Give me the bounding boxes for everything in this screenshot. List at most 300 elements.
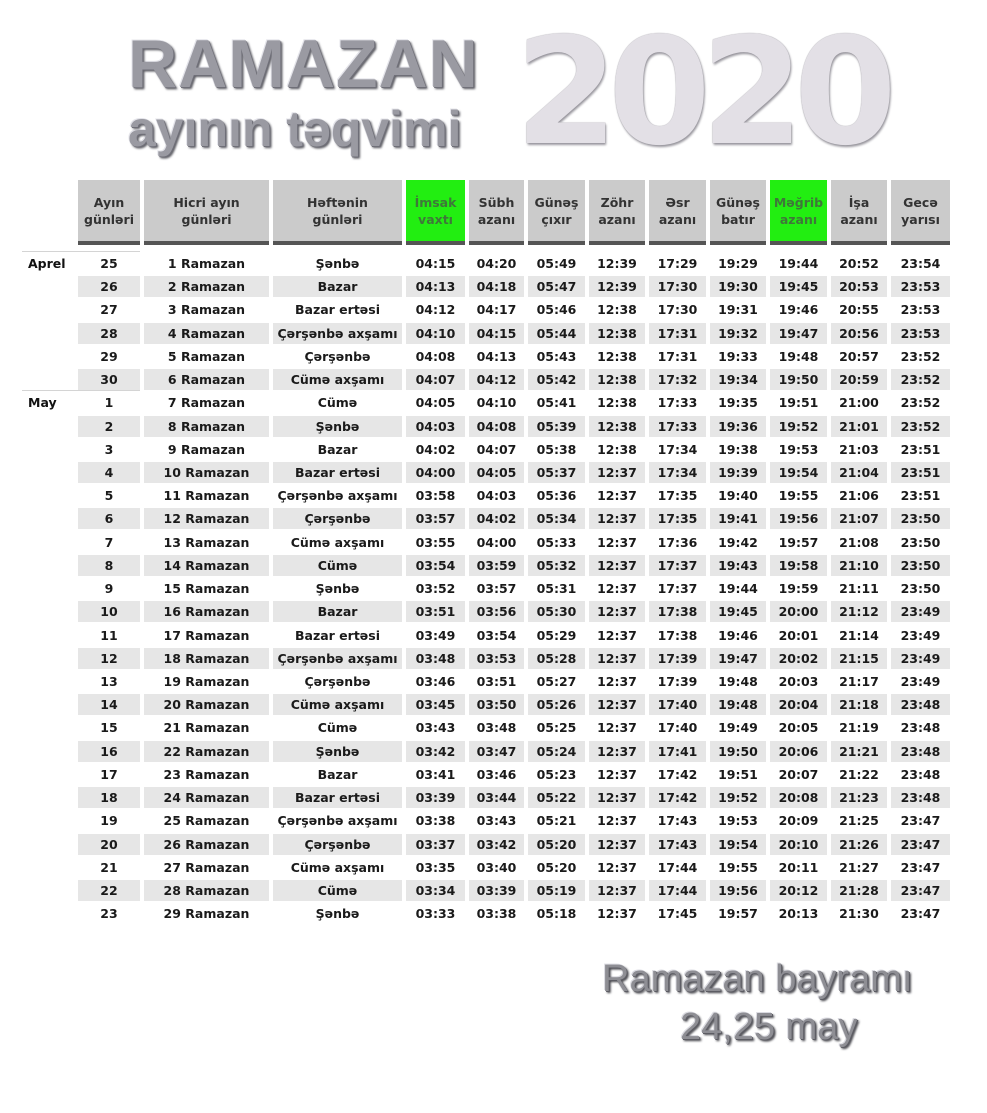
- cell-weekday: Cümə axşamı: [290, 859, 385, 875]
- cell-weekday: Bazar: [273, 276, 402, 297]
- cell-imsak-time: 04:13: [406, 276, 465, 297]
- column-header-label: [307, 194, 368, 228]
- cell-imsak-time: 03:42: [406, 741, 465, 762]
- cell-sunrise: 05:33: [536, 534, 577, 550]
- cell-maghrib-azan: 20:10: [770, 834, 827, 855]
- table-row: [0, 391, 987, 414]
- cell-hijri-day: 6 Ramazan: [144, 369, 269, 390]
- cell-maghrib-azan: 20:09: [778, 813, 819, 829]
- table-row: [0, 415, 987, 438]
- table-row: [0, 740, 987, 763]
- cell-imsak-time: 03:33: [415, 906, 456, 922]
- cell-sunset: 19:55: [718, 859, 758, 875]
- cell-sunrise: 05:41: [536, 395, 577, 411]
- cell-day-of-month: 11: [100, 627, 118, 643]
- cell-day-of-month: 26: [78, 276, 140, 297]
- cell-asr-azan: 17:29: [657, 256, 698, 271]
- cell-weekday: Cümə: [317, 720, 358, 736]
- cell-sunrise: 05:43: [536, 348, 577, 364]
- cell-dhuhr-azan: 12:38: [589, 369, 645, 390]
- cell-fajr-azan: 03:40: [476, 859, 517, 875]
- cell-dhuhr-azan: 12:37: [589, 555, 645, 576]
- holiday-title: Ramazan bayramı: [602, 958, 913, 1000]
- cell-sunrise: 05:19: [528, 880, 585, 901]
- cell-dhuhr-azan: 12:37: [597, 673, 637, 689]
- cell-day-of-month: 19: [100, 813, 118, 829]
- cell-dhuhr-azan: 12:38: [597, 395, 637, 411]
- cell-maghrib-azan: 19:46: [778, 302, 819, 318]
- cell-day-of-month: 22: [78, 880, 140, 901]
- cell-midnight: 23:50: [891, 508, 950, 529]
- cell-hijri-day: 28 Ramazan: [144, 880, 269, 901]
- table-row: [0, 577, 987, 600]
- cell-asr-azan: 17:33: [649, 416, 706, 437]
- cell-maghrib-azan: 19:55: [778, 488, 819, 504]
- cell-asr-azan: 17:44: [657, 859, 698, 875]
- cell-maghrib-azan: 19:48: [778, 348, 819, 364]
- table-row: [0, 554, 987, 577]
- column-header-line1: Sübh: [478, 194, 515, 210]
- cell-sunset: 19:33: [718, 348, 758, 364]
- cell-day-of-month: 3: [104, 441, 114, 457]
- cell-sunrise: 05:44: [528, 323, 585, 344]
- table-row: [0, 809, 987, 832]
- cell-maghrib-azan: 20:05: [778, 720, 819, 736]
- cell-sunset: 19:44: [718, 581, 758, 597]
- table-row: [0, 670, 987, 693]
- table-row: [0, 600, 987, 623]
- cell-isha-azan: 21:10: [831, 555, 887, 576]
- cell-dhuhr-azan: 12:37: [589, 648, 645, 669]
- cell-sunset: 19:48: [718, 673, 758, 689]
- cell-fajr-azan: 03:56: [469, 601, 524, 622]
- column-header-label: [478, 194, 515, 228]
- cell-isha-azan: 21:04: [831, 462, 887, 483]
- cell-weekday: Çərşənbə: [304, 673, 371, 689]
- column-header-line1: Məğrib: [773, 194, 824, 210]
- table-row: [0, 647, 987, 670]
- cell-midnight: 23:48: [891, 787, 950, 808]
- cell-sunrise: 05:18: [536, 906, 577, 922]
- cell-sunset: 19:29: [718, 256, 758, 271]
- cell-isha-azan: 21:14: [839, 627, 879, 643]
- cell-day-of-month: 7: [104, 534, 114, 550]
- cell-asr-azan: 17:30: [649, 276, 706, 297]
- cell-fajr-azan: 04:08: [469, 416, 524, 437]
- cell-hijri-day: 16 Ramazan: [144, 601, 269, 622]
- cell-imsak-time: 03:46: [415, 673, 456, 689]
- cell-fajr-azan: 03:54: [476, 627, 517, 643]
- cell-day-of-month: 27: [100, 302, 118, 318]
- cell-imsak-time: 03:54: [406, 555, 465, 576]
- cell-dhuhr-azan: 12:37: [589, 462, 645, 483]
- cell-midnight: 23:49: [891, 601, 950, 622]
- cell-isha-azan: 20:52: [839, 256, 879, 271]
- page-title: RAMAZAN: [128, 26, 479, 102]
- column-header-line1: Günəş: [716, 194, 760, 210]
- cell-imsak-time: 04:07: [406, 369, 465, 390]
- cell-day-of-month: 1: [104, 395, 114, 411]
- holiday-dates: 24,25 may: [680, 1006, 858, 1048]
- cell-sunset: 19:36: [710, 416, 766, 437]
- cell-weekday: Cümə: [273, 555, 402, 576]
- cell-asr-azan: 17:35: [649, 508, 706, 529]
- column-header-line2: batır: [721, 211, 755, 227]
- cell-fajr-azan: 04:17: [476, 302, 517, 318]
- cell-weekday: Şənbə: [315, 581, 360, 597]
- cell-asr-azan: 17:38: [649, 601, 706, 622]
- cell-hijri-day: 14 Ramazan: [144, 555, 269, 576]
- cell-day-of-month: 29: [100, 348, 118, 364]
- cell-weekday: Bazar: [273, 601, 402, 622]
- cell-weekday: Çərşənbə: [273, 834, 402, 855]
- cell-maghrib-azan: 20:03: [778, 673, 819, 689]
- cell-midnight: 23:50: [891, 555, 950, 576]
- month-label: May: [28, 395, 57, 411]
- column-header-imsak-time: [406, 180, 465, 245]
- cell-isha-azan: 21:17: [839, 673, 879, 689]
- cell-maghrib-azan: 19:47: [770, 323, 827, 344]
- cell-midnight: 23:52: [891, 369, 950, 390]
- cell-fajr-azan: 04:05: [469, 462, 524, 483]
- cell-hijri-day: 24 Ramazan: [144, 787, 269, 808]
- column-header-asr-azan: [649, 180, 706, 245]
- column-header-isha-azan: [831, 180, 887, 245]
- table-row: [0, 345, 987, 368]
- cell-isha-azan: 21:08: [839, 534, 879, 550]
- column-header-label: [716, 194, 760, 228]
- cell-isha-azan: 21:11: [839, 581, 879, 597]
- cell-asr-azan: 17:39: [657, 673, 698, 689]
- cell-hijri-day: 19 Ramazan: [163, 673, 250, 689]
- cell-isha-azan: 21:07: [831, 508, 887, 529]
- cell-asr-azan: 17:45: [657, 906, 698, 922]
- cell-day-of-month: 13: [100, 673, 118, 689]
- cell-weekday: Şənbə: [315, 256, 360, 271]
- column-header-line2: azanı: [477, 211, 516, 227]
- cell-sunset: 19:32: [710, 323, 766, 344]
- cell-fajr-azan: 03:47: [469, 741, 524, 762]
- cell-hijri-day: 18 Ramazan: [144, 648, 269, 669]
- cell-maghrib-azan: 19:57: [778, 534, 819, 550]
- cell-sunrise: 05:39: [528, 416, 585, 437]
- cell-midnight: 23:49: [900, 673, 941, 689]
- cell-weekday: Bazar: [317, 441, 358, 457]
- cell-hijri-day: 1 Ramazan: [167, 256, 246, 271]
- cell-dhuhr-azan: 12:39: [589, 276, 645, 297]
- column-header-label: [659, 194, 696, 228]
- cell-midnight: 23:50: [900, 534, 941, 550]
- cell-imsak-time: 03:43: [415, 720, 456, 736]
- cell-maghrib-azan: 20:07: [778, 766, 819, 782]
- cell-sunset: 19:46: [718, 627, 758, 643]
- cell-isha-azan: 21:23: [831, 787, 887, 808]
- cell-asr-azan: 17:39: [649, 648, 706, 669]
- cell-dhuhr-azan: 12:37: [597, 906, 637, 922]
- cell-sunset: 19:53: [718, 813, 758, 829]
- cell-maghrib-azan: 20:04: [770, 694, 827, 715]
- cell-day-of-month: 16: [78, 741, 140, 762]
- cell-asr-azan: 17:31: [649, 323, 706, 344]
- column-header-line2: vaxtı: [418, 211, 453, 227]
- cell-isha-azan: 20:56: [831, 323, 887, 344]
- cell-day-of-month: 10: [78, 601, 140, 622]
- table-row: [0, 856, 987, 879]
- cell-imsak-time: 03:45: [406, 694, 465, 715]
- cell-asr-azan: 17:31: [657, 348, 698, 364]
- cell-midnight: 23:48: [900, 766, 941, 782]
- column-header-day-of-month: [78, 180, 140, 245]
- cell-weekday: Çərşənbə axşamı: [277, 813, 398, 829]
- cell-imsak-time: 03:58: [415, 488, 456, 504]
- cell-fajr-azan: 03:59: [469, 555, 524, 576]
- cell-weekday: Çərşənbə axşamı: [273, 648, 402, 669]
- table-row: [0, 902, 987, 925]
- cell-imsak-time: 04:12: [415, 302, 456, 318]
- column-header-line2: azanı: [840, 211, 878, 227]
- column-header-sunrise: [528, 180, 585, 245]
- cell-fajr-azan: 04:20: [476, 256, 517, 271]
- cell-fajr-azan: 04:10: [476, 395, 517, 411]
- table-row: [0, 624, 987, 647]
- cell-asr-azan: 17:36: [657, 534, 698, 550]
- cell-sunrise: 05:30: [528, 601, 585, 622]
- cell-sunrise: 05:26: [528, 694, 585, 715]
- cell-weekday: Cümə axşamı: [273, 369, 402, 390]
- column-header-line2: çıxır: [541, 211, 572, 227]
- column-header-fajr-azan: [469, 180, 524, 245]
- cell-midnight: 23:50: [900, 581, 941, 597]
- cell-imsak-time: 03:51: [406, 601, 465, 622]
- cell-dhuhr-azan: 12:37: [597, 766, 637, 782]
- cell-fajr-azan: 04:02: [469, 508, 524, 529]
- cell-imsak-time: 03:52: [415, 581, 456, 597]
- cell-hijri-day: 9 Ramazan: [167, 441, 246, 457]
- cell-dhuhr-azan: 12:37: [597, 488, 637, 504]
- cell-asr-azan: 17:43: [649, 834, 706, 855]
- table-row: [0, 438, 987, 461]
- cell-sunrise: 05:36: [536, 488, 577, 504]
- cell-isha-azan: 20:53: [831, 276, 887, 297]
- cell-maghrib-azan: 19:59: [778, 581, 819, 597]
- cell-sunrise: 05:25: [536, 720, 577, 736]
- cell-day-of-month: 20: [78, 834, 140, 855]
- cell-fajr-azan: 04:07: [476, 441, 517, 457]
- cell-dhuhr-azan: 12:37: [589, 508, 645, 529]
- cell-isha-azan: 21:12: [831, 601, 887, 622]
- cell-asr-azan: 17:40: [649, 694, 706, 715]
- cell-sunrise: 05:27: [536, 673, 577, 689]
- cell-asr-azan: 17:42: [657, 766, 698, 782]
- cell-imsak-time: 04:15: [415, 256, 456, 271]
- table-row: [0, 368, 987, 391]
- cell-isha-azan: 21:06: [839, 488, 879, 504]
- column-header-line1: Zöhr: [600, 194, 634, 210]
- cell-maghrib-azan: 19:44: [778, 256, 819, 271]
- cell-asr-azan: 17:30: [657, 302, 698, 318]
- cell-midnight: 23:47: [891, 880, 950, 901]
- table-row: [0, 322, 987, 345]
- cell-weekday: Bazar ertəsi: [294, 302, 380, 318]
- cell-maghrib-azan: 20:06: [770, 741, 827, 762]
- cell-midnight: 23:47: [900, 813, 941, 829]
- cell-isha-azan: 21:26: [831, 834, 887, 855]
- cell-midnight: 23:49: [900, 627, 941, 643]
- cell-hijri-day: 7 Ramazan: [167, 395, 246, 411]
- cell-fajr-azan: 04:18: [469, 276, 524, 297]
- column-header-line2: günləri: [181, 211, 232, 227]
- table-row: [0, 786, 987, 809]
- cell-sunset: 19:41: [710, 508, 766, 529]
- cell-hijri-day: 23 Ramazan: [163, 766, 250, 782]
- column-header-midnight: [891, 180, 950, 245]
- column-header-weekday: [273, 180, 402, 245]
- cell-sunset: 19:30: [710, 276, 766, 297]
- cell-hijri-day: 29 Ramazan: [163, 906, 250, 922]
- cell-hijri-day: 22 Ramazan: [144, 741, 269, 762]
- cell-midnight: 23:47: [900, 859, 941, 875]
- cell-isha-azan: 21:25: [839, 813, 879, 829]
- cell-imsak-time: 03:34: [406, 880, 465, 901]
- cell-fajr-azan: 03:44: [469, 787, 524, 808]
- cell-midnight: 23:53: [891, 276, 950, 297]
- cell-fajr-azan: 04:00: [476, 534, 517, 550]
- cell-asr-azan: 17:33: [657, 395, 698, 411]
- cell-isha-azan: 21:30: [839, 906, 879, 922]
- cell-day-of-month: 25: [100, 256, 118, 271]
- cell-sunrise: 05:32: [528, 555, 585, 576]
- column-header-label: [535, 194, 579, 228]
- cell-fajr-azan: 03:57: [476, 581, 517, 597]
- column-header-line1: İmsak: [414, 194, 457, 210]
- cell-midnight: 23:49: [891, 648, 950, 669]
- cell-asr-azan: 17:43: [657, 813, 698, 829]
- cell-imsak-time: 03:49: [415, 627, 456, 643]
- cell-maghrib-azan: 19:51: [778, 395, 819, 411]
- cell-weekday: Bazar ertəsi: [294, 627, 380, 643]
- cell-fajr-azan: 03:48: [476, 720, 517, 736]
- cell-sunrise: 05:21: [536, 813, 577, 829]
- cell-hijri-day: 5 Ramazan: [167, 348, 246, 364]
- cell-isha-azan: 21:15: [831, 648, 887, 669]
- cell-midnight: 23:51: [900, 488, 941, 504]
- cell-day-of-month: 9: [104, 581, 114, 597]
- column-header-line2: günləri: [312, 211, 363, 227]
- cell-imsak-time: 03:55: [415, 534, 456, 550]
- cell-hijri-day: 4 Ramazan: [144, 323, 269, 344]
- cell-weekday: Bazar: [317, 766, 358, 782]
- cell-fajr-azan: 04:15: [469, 323, 524, 344]
- cell-fajr-azan: 03:53: [469, 648, 524, 669]
- cell-weekday: Çərşənbə: [304, 348, 371, 364]
- column-header-line1: Ayın: [93, 194, 125, 210]
- cell-sunrise: 05:28: [528, 648, 585, 669]
- table-row: [0, 693, 987, 716]
- column-header-label: [774, 194, 823, 228]
- column-header-label: [598, 194, 635, 228]
- cell-sunset: 19:39: [710, 462, 766, 483]
- cell-maghrib-azan: 20:00: [770, 601, 827, 622]
- cell-midnight: 23:53: [900, 302, 941, 318]
- cell-sunset: 19:31: [718, 302, 758, 318]
- cell-fajr-azan: 04:13: [476, 348, 517, 364]
- cell-hijri-day: 11 Ramazan: [163, 488, 250, 504]
- cell-imsak-time: 03:39: [406, 787, 465, 808]
- cell-dhuhr-azan: 12:37: [597, 534, 637, 550]
- cell-maghrib-azan: 20:13: [778, 906, 819, 922]
- cell-sunset: 19:43: [710, 555, 766, 576]
- column-header-line1: Əsr: [665, 194, 690, 210]
- cell-asr-azan: 17:41: [649, 741, 706, 762]
- cell-sunrise: 05:46: [536, 302, 577, 318]
- cell-fajr-azan: 03:39: [469, 880, 524, 901]
- cell-day-of-month: 30: [78, 369, 140, 390]
- cell-hijri-day: 2 Ramazan: [144, 276, 269, 297]
- cell-weekday: Bazar ertəsi: [273, 787, 402, 808]
- cell-weekday: Cümə: [273, 880, 402, 901]
- cell-sunset: 19:47: [710, 648, 766, 669]
- cell-asr-azan: 17:35: [657, 488, 698, 504]
- cell-day-of-month: 5: [104, 488, 114, 504]
- cell-day-of-month: 2: [78, 416, 140, 437]
- cell-isha-azan: 21:28: [831, 880, 887, 901]
- cell-fajr-azan: 03:42: [469, 834, 524, 855]
- cell-dhuhr-azan: 12:37: [597, 720, 637, 736]
- cell-asr-azan: 17:37: [649, 555, 706, 576]
- cell-day-of-month: 23: [100, 906, 118, 922]
- column-header-line1: İşa: [848, 194, 870, 210]
- cell-fajr-azan: 03:43: [476, 813, 517, 829]
- cell-maghrib-azan: 19:54: [770, 462, 827, 483]
- column-header-sunset: [710, 180, 766, 245]
- cell-sunrise: 05:38: [536, 441, 577, 457]
- cell-sunrise: 05:24: [528, 741, 585, 762]
- cell-weekday: Çərşənbə axşamı: [273, 323, 402, 344]
- cell-sunset: 19:35: [718, 395, 758, 411]
- cell-sunset: 19:52: [710, 787, 766, 808]
- cell-sunset: 19:54: [710, 834, 766, 855]
- cell-sunset: 19:42: [718, 534, 758, 550]
- cell-dhuhr-azan: 12:37: [589, 834, 645, 855]
- cell-fajr-azan: 03:46: [476, 766, 517, 782]
- cell-dhuhr-azan: 12:38: [597, 302, 637, 318]
- year-heading: 2020: [515, 6, 887, 178]
- cell-isha-azan: 21:01: [831, 416, 887, 437]
- cell-sunrise: 05:47: [528, 276, 585, 297]
- table-row: [0, 833, 987, 856]
- cell-maghrib-azan: 19:45: [770, 276, 827, 297]
- cell-day-of-month: 8: [78, 555, 140, 576]
- table-row: [0, 252, 987, 275]
- cell-sunset: 19:50: [710, 741, 766, 762]
- column-header-line2: günləri: [84, 211, 134, 227]
- cell-sunset: 19:34: [710, 369, 766, 390]
- cell-sunset: 19:56: [710, 880, 766, 901]
- cell-midnight: 23:52: [900, 348, 941, 364]
- cell-midnight: 23:53: [891, 323, 950, 344]
- cell-imsak-time: 04:10: [406, 323, 465, 344]
- cell-day-of-month: 12: [78, 648, 140, 669]
- cell-day-of-month: 15: [100, 720, 118, 736]
- cell-imsak-time: 03:48: [406, 648, 465, 669]
- cell-asr-azan: 17:34: [657, 441, 698, 457]
- cell-midnight: 23:51: [891, 462, 950, 483]
- cell-sunset: 19:49: [718, 720, 758, 736]
- cell-sunset: 19:38: [718, 441, 758, 457]
- cell-hijri-day: 21 Ramazan: [163, 720, 250, 736]
- column-header-line2: yarısı: [901, 211, 940, 227]
- cell-fajr-azan: 04:03: [476, 488, 517, 504]
